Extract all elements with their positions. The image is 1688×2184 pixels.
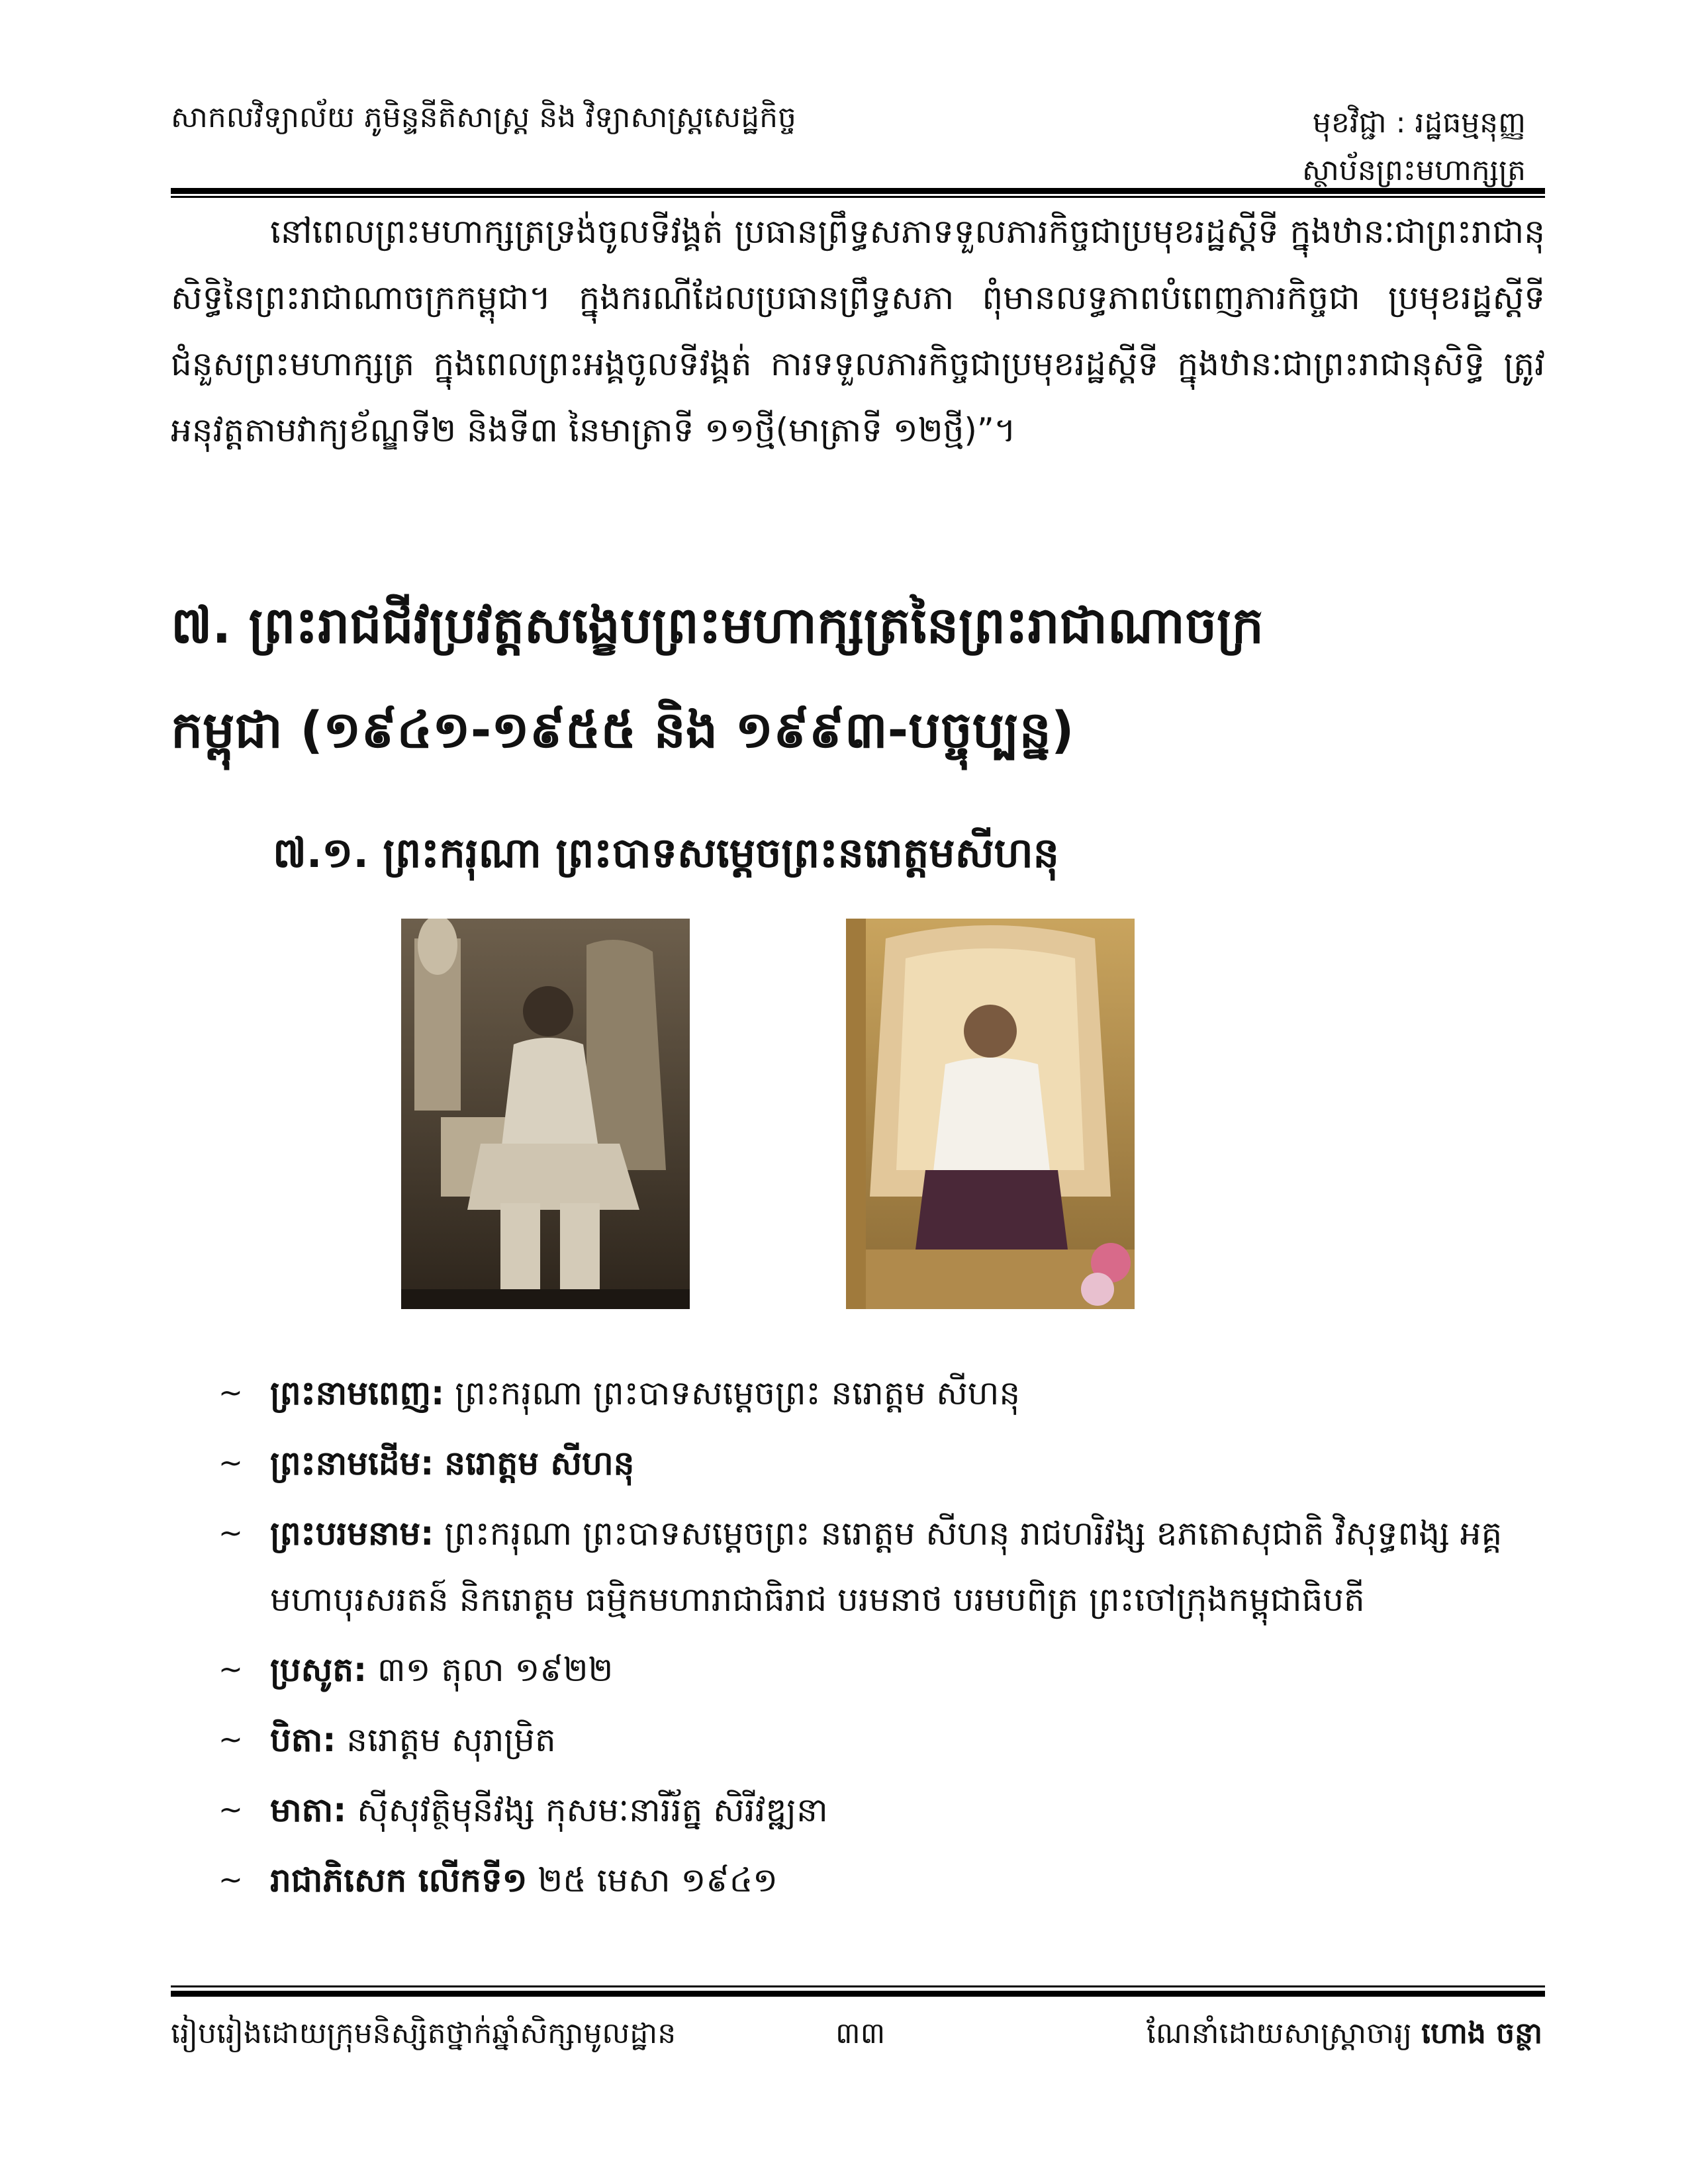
- footer-advisor: [1147, 2015, 1542, 2058]
- footer-advisor-prefix: ណែនាំដោយសាស្ត្រាចារ្យ: [1146, 2017, 1413, 2050]
- subsection-heading: ៧.១. ព្រះករុណា ព្រះបាទសម្ដេចព្រះនរោត្តមសីហនុ: [273, 829, 1059, 877]
- king-photo-young: [401, 919, 690, 1309]
- list-marker: ~: [218, 1793, 243, 1827]
- biography-list: [218, 1360, 1545, 1917]
- list-marker: ~: [218, 1446, 243, 1480]
- section-heading: [171, 589, 1545, 766]
- father-label: បិតា:: [270, 1721, 336, 1759]
- header-subject-line1: មុខវិជ្ជា : រដ្ឋធម្មនុញ្ញ: [1312, 106, 1526, 140]
- header-rule-thin: [171, 196, 1545, 198]
- footer-rule: [171, 1991, 1545, 1997]
- list-item-father: [218, 1707, 1545, 1773]
- list-item-coronation: [218, 1847, 1545, 1913]
- section-heading-line2: កម្ពុជា (១៩៤១-១៩៥៥ និង ១៩៩៣-បច្ចុប្បន្ន): [171, 700, 1074, 759]
- list-item-full-name: [218, 1360, 1545, 1426]
- header-subject-line2: ស្ថាប័នព្រះមហាក្សត្រ: [1302, 154, 1526, 187]
- list-marker: ~: [218, 1516, 243, 1550]
- mother-label: មាតា:: [270, 1791, 347, 1829]
- birth-name-value: នរោត្តម សីហនុ: [444, 1444, 635, 1482]
- mother-value: ស៊ីសុវត្ថិមុនីវង្ស កុសមៈនារីរ័ត្ន សិរីវឌ្ឍនា: [357, 1791, 828, 1829]
- list-item-royal-title: [218, 1500, 1545, 1633]
- list-item-birth-name: [218, 1430, 1545, 1496]
- section-heading-line1: ៧. ព្រះរាជជីវប្រវត្តសង្ខេបព្រះមហាក្សត្រនៃព្រះរាជាណាចក្រ: [171, 596, 1264, 655]
- footer-rule-thin: [171, 1985, 1545, 1987]
- header-rule: [171, 188, 1545, 194]
- page-number: ៣៣: [835, 2017, 886, 2050]
- full-name-value: ព្រះករុណា ព្រះបាទសម្ដេចព្រះ នរោត្តម សីហនុ: [455, 1374, 1021, 1412]
- royal-title-value: ព្រះករុណា ព្រះបាទសម្ដេចព្រះ នរោត្តម សីហនុ រាជហរិវង្ស ឧភតោសុជាតិ វិសុទ្ធពង្ស អគ្គមហាបុរសរតន៍ និករោត្តម ធម្មិកមហារាជាធិរាជ បរមនាថ បរមបពិត្រ ព្រះចៅក្រុងកម្ពុជាធិបតី: [270, 1514, 1503, 1619]
- birth-name-label: ព្រះនាមដើម:: [270, 1444, 434, 1482]
- list-marker: ~: [218, 1723, 243, 1756]
- list-marker: ~: [218, 1376, 243, 1410]
- list-item-born: [218, 1637, 1545, 1703]
- footer-advisor-name: ហោង ចន្ថា: [1421, 2017, 1542, 2050]
- born-label: ប្រសូត:: [270, 1651, 367, 1689]
- list-marker: ~: [218, 1653, 243, 1686]
- coronation-label: រាជាភិសេក លើកទី១: [270, 1861, 528, 1899]
- father-value: នរោត្តម សុរាម្រិត: [346, 1721, 556, 1759]
- royal-title-label: ព្រះបរមនាម:: [270, 1514, 434, 1553]
- header-university: សាកលវិទ្យាល័យ ភូមិន្ទនីតិសាស្ត្រ និង វិទ្យាសាស្ត្រសេដ្ឋកិច្ច: [171, 101, 796, 134]
- list-marker: ~: [218, 1863, 243, 1897]
- full-name-label: ព្រះនាមពេញ:: [270, 1374, 445, 1412]
- born-value: ៣១ តុលា ១៩២២: [377, 1651, 614, 1689]
- coronation-value: ២៥ មេសា ១៩៤១: [538, 1861, 778, 1899]
- header-subject: [1302, 99, 1526, 195]
- footer-prepared-by: រៀបរៀងដោយក្រុមនិស្សិតថ្នាក់ឆ្នាំសិក្សាមូលដ្ឋាន: [171, 2017, 677, 2050]
- body-paragraph: នៅពេលព្រះមហាក្សត្រទ្រង់ចូលទីវង្គត់ ប្រធានព្រឹទ្ធសភាទទួលភារកិច្ចជាប្រមុខរដ្ឋស្ដីទី ក្នុងឋានៈជាព្រះរាជានុសិទ្ធិនៃព្រះរាជាណាចក្រកម្ពុជា។ ក្នុងករណីដែលប្រធានព្រឹទ្ធសភា ពុំមានលទ្ធភាពបំពេញភារកិច្ចជា ប្រមុខរដ្ឋស្ដីទីជំនួសព្រះមហាក្សត្រ ក្នុងពេលព្រះអង្គចូលទីវង្គត់ ការទទួលភារកិច្ចជាប្រមុខរដ្ឋស្ដីទី ក្នុងឋានៈជាព្រះរាជានុសិទ្ធិ ត្រូវអនុវត្តតាមវាក្យខ័ណ្ឌទី២ និងទី៣ នៃមាត្រាទី ១១ថ្មី(មាត្រាទី ១២ថ្មី)”។: [171, 212, 1545, 449]
- king-photo-elder: [846, 919, 1135, 1309]
- list-item-mother: [218, 1777, 1545, 1843]
